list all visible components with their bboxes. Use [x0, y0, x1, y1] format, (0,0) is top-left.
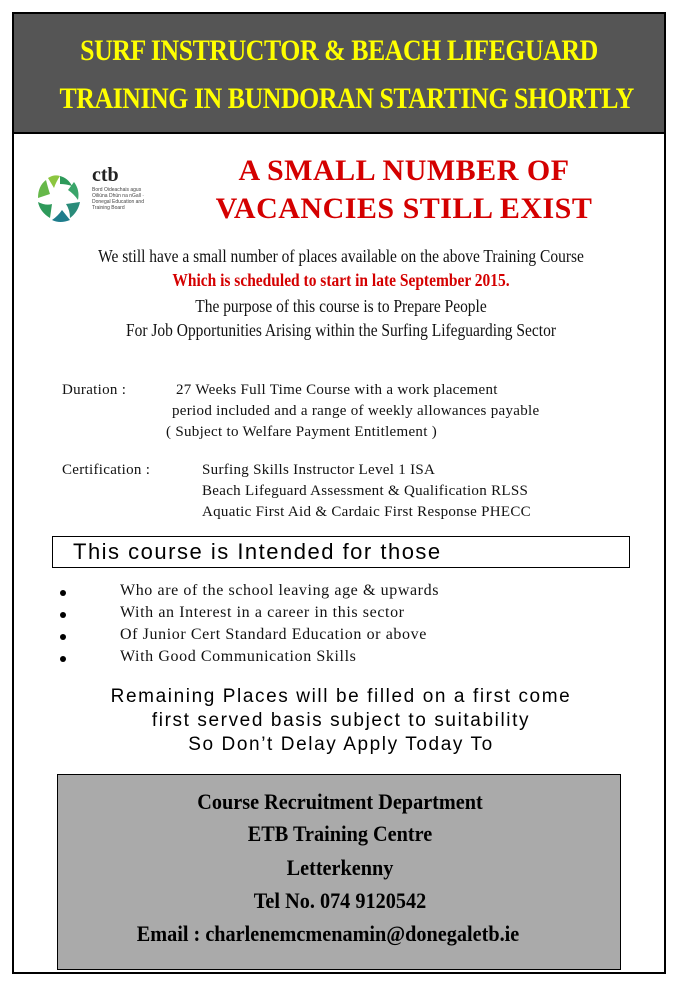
remaining-line-1: Remaining Places will be filled on a first come: [110, 686, 572, 707]
certification-item: Aquatic First Aid & Cardaic First Response PHECC: [202, 504, 531, 520]
header-banner: [14, 14, 664, 134]
etb-logo-word: ctb: [92, 164, 119, 186]
etb-logo-text: [92, 164, 152, 211]
poster-frame: [12, 12, 666, 974]
remaining-line-3: So Don’t Delay Apply Today To: [188, 734, 494, 755]
certification-label: Certification :: [62, 462, 151, 478]
list-item-text: With an Interest in a career in this sector: [120, 604, 405, 621]
bullet-icon: [60, 656, 66, 662]
certification-item: Surfing Skills Instructor Level 1 ISA: [202, 462, 436, 478]
contact-phone: Tel No. 074 9120542: [253, 888, 427, 913]
intro-start-date-line: Which is scheduled to start in late September 2015.: [172, 270, 510, 290]
intended-heading: This course is Intended for those: [73, 539, 442, 564]
list-item-text: Who are of the school leaving age & upwards: [120, 582, 440, 599]
duration-line-2: period included and a range of weekly allowances payable: [172, 403, 540, 419]
contact-email: Email : charlenemcmenamin@donegaletb.ie: [136, 921, 520, 946]
intro-line-1: We still have a small number of places available on the above Training Course: [98, 246, 584, 266]
certification-item: Beach Lifeguard Assessment & Qualification RLSS: [202, 483, 529, 499]
contact-centre: ETB Training Centre: [247, 821, 433, 846]
vacancies-headline-line-1: A SMALL NUMBER OF: [238, 154, 570, 187]
contact-department: Course Recruitment Department: [197, 789, 483, 814]
vacancies-headline-line-2: VACANCIES STILL EXIST: [215, 192, 593, 225]
bullet-icon: [60, 590, 66, 596]
intended-heading-box: [52, 536, 630, 568]
list-item-text: With Good Communication Skills: [120, 648, 357, 665]
contact-box: [57, 774, 621, 970]
intro-line-4: For Job Opportunities Arising within the Surfing Lifeguarding Sector: [126, 320, 556, 340]
bullet-icon: [60, 612, 66, 618]
bullet-icon: [60, 634, 66, 640]
remaining-line-2: first served basis subject to suitability: [151, 710, 531, 731]
banner-title-line-2: TRAINING IN BUNDORAN STARTING SHORTLY: [59, 82, 634, 115]
duration-label: Duration :: [62, 382, 127, 398]
list-item-text: Of Junior Cert Standard Education or above: [120, 626, 427, 643]
duration-line-1: 27 Weeks Full Time Course with a work placement: [176, 382, 498, 398]
etb-logo-subtext: Bord Oideachais agus Oiliúna Dhún na nGall · Donegal Education and Training Board: [92, 187, 144, 211]
banner-title-line-1: SURF INSTRUCTOR & BEACH LIFEGUARD: [80, 34, 598, 67]
contact-town: Letterkenny: [286, 855, 394, 880]
intro-line-3: The purpose of this course is to Prepare People: [195, 296, 487, 316]
duration-line-3: ( Subject to Welfare Payment Entitlement ): [166, 424, 438, 440]
